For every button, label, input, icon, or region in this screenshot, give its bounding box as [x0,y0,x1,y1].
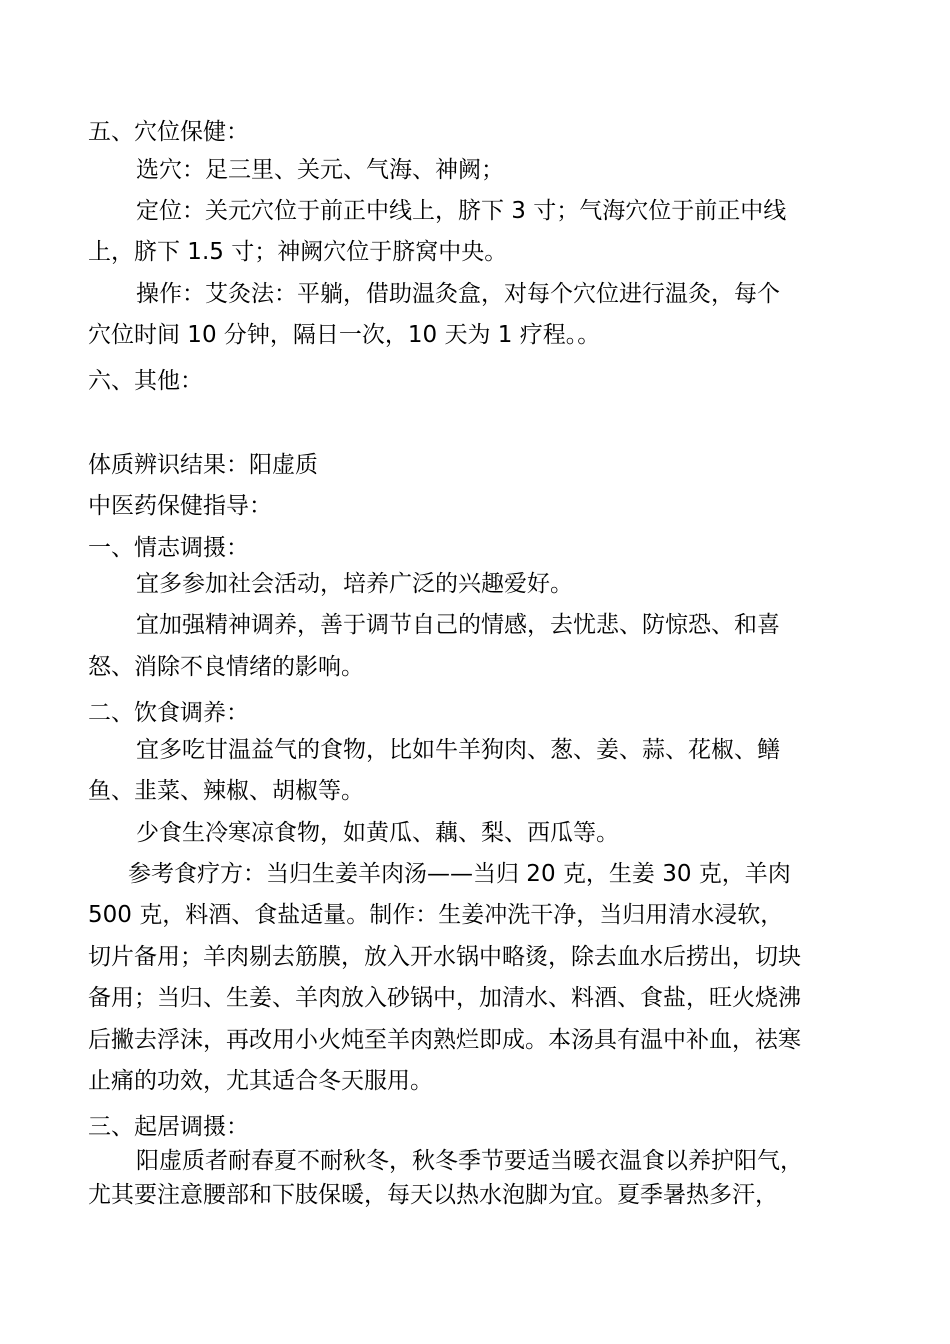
section-heading-other: 六、其他： [88,368,203,394]
acupoint-operation-line: 穴位时间 10 分钟，隔日一次，10 天为 1 疗程。。 [88,322,601,348]
acupoint-operation-line: 操作：艾灸法：平躺，借助温灸盒，对每个穴位进行温灸，每个 [136,281,780,307]
living-paragraph-line: 阳虚质者耐春夏不耐秋冬，秋冬季节要适当暖衣温食以养护阳气， [136,1148,803,1174]
diet-paragraph: 少食生冷寒凉食物，如黄瓜、藕、梨、西瓜等。 [136,820,619,846]
section-heading-diet: 二、饮食调养： [88,700,249,726]
acupoint-selection: 选穴：足三里、关元、气海、神阙； [136,157,504,183]
acupoint-location-line: 上，脐下 1.5 寸；神阙穴位于脐窝中央。 [88,239,508,265]
section-heading-living: 三、起居调摄： [88,1114,249,1140]
section-heading-acupoint: 五、穴位保健： [88,119,249,145]
living-paragraph-line: 尤其要注意腰部和下肢保暖，每天以热水泡脚为宜。夏季暑热多汗， [88,1182,778,1208]
emotion-paragraph: 宜多参加社会活动，培养广泛的兴趣爱好。 [136,571,573,597]
guidance-title: 中医药保健指导： [88,493,272,519]
acupoint-location-line: 定位：关元穴位于前正中线上，脐下 3 寸；气海穴位于前正中线 [136,198,787,224]
emotion-paragraph-line: 怒、消除不良情绪的影响。 [88,654,364,680]
recipe-line: 止痛的功效，尤其适合冬天服用。 [88,1068,433,1094]
recipe-line: 参考食疗方：当归生姜羊肉汤——当归 20 克，生姜 30 克，羊肉 [128,861,791,887]
diet-paragraph-line: 宜多吃甘温益气的食物，比如牛羊狗肉、葱、姜、蒜、花椒、鳝 [136,737,780,763]
recipe-line: 备用；当归、生姜、羊肉放入砂锅中，加清水、料酒、食盐，旺火烧沸 [88,985,801,1011]
diet-paragraph-line: 鱼、韭菜、辣椒、胡椒等。 [88,778,364,804]
emotion-paragraph-line: 宜加强精神调养，善于调节自己的情感，去忧悲、防惊恐、和喜 [136,612,780,638]
constitution-result: 体质辨识结果：阳虚质 [88,452,318,478]
recipe-line: 切片备用；羊肉剔去筋膜，放入开水锅中略烫，除去血水后捞出，切块 [88,944,801,970]
recipe-line: 后撇去浮沫，再改用小火炖至羊肉熟烂即成。本汤具有温中补血，祛寒 [88,1027,801,1053]
recipe-line: 500 克，料酒、食盐适量。制作：生姜冲洗干净，当归用清水浸软， [88,902,784,928]
section-heading-emotion: 一、情志调摄： [88,535,249,561]
